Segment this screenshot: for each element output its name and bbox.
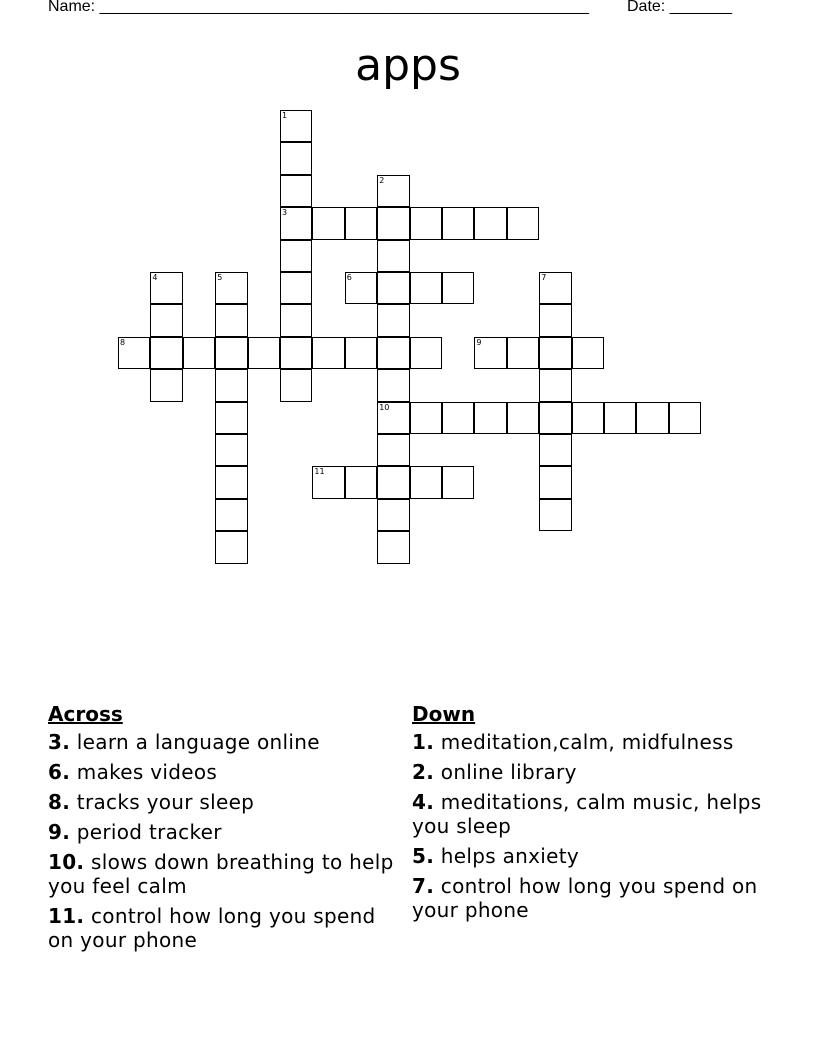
crossword-cell[interactable]	[280, 175, 312, 207]
crossword-cell[interactable]	[150, 304, 182, 336]
crossword-cell[interactable]	[345, 272, 377, 304]
across-clue	[48, 820, 398, 844]
across-clue	[48, 760, 398, 784]
crossword-cell[interactable]	[312, 337, 344, 369]
crossword-cell[interactable]	[507, 402, 539, 434]
clue-text: slows down breathing to help you feel calm	[48, 850, 394, 898]
across-clue	[48, 790, 398, 814]
across-clue	[48, 850, 398, 898]
clue-number: 8.	[48, 790, 71, 814]
clue-number: 2.	[412, 760, 435, 784]
clue-text: control how long you spend on your phone	[412, 874, 758, 922]
crossword-cell[interactable]	[377, 402, 409, 434]
crossword-cell[interactable]	[410, 402, 442, 434]
crossword-cell[interactable]	[539, 434, 571, 466]
crossword-cell[interactable]	[539, 499, 571, 531]
page-title: apps	[355, 40, 461, 91]
cell-number: 10	[379, 402, 390, 412]
crossword-cell[interactable]	[215, 499, 247, 531]
crossword-cell[interactable]	[377, 369, 409, 401]
crossword-cell[interactable]	[377, 499, 409, 531]
clue-text: period tracker	[76, 820, 222, 844]
crossword-cell[interactable]	[280, 240, 312, 272]
crossword-cell[interactable]	[248, 337, 280, 369]
crossword-cell[interactable]	[280, 142, 312, 174]
down-clue	[412, 790, 762, 838]
crossword-cell[interactable]	[215, 466, 247, 498]
crossword-cell[interactable]	[410, 466, 442, 498]
cell-number: 9	[476, 337, 482, 347]
crossword-cell[interactable]	[474, 402, 506, 434]
crossword-cell[interactable]	[507, 337, 539, 369]
crossword-cell[interactable]	[377, 207, 409, 239]
down-clue	[412, 760, 762, 784]
crossword-cell[interactable]	[410, 337, 442, 369]
clue-number: 1.	[412, 730, 435, 754]
crossword-cell[interactable]	[572, 337, 604, 369]
cell-number: 8	[120, 337, 126, 347]
crossword-cell[interactable]	[377, 240, 409, 272]
crossword-cell[interactable]	[280, 272, 312, 304]
crossword-cell[interactable]	[345, 466, 377, 498]
crossword-cell[interactable]	[280, 337, 312, 369]
cell-number: 1	[282, 111, 288, 120]
clue-number: 11.	[48, 904, 85, 928]
down-clue	[412, 844, 762, 868]
crossword-cell[interactable]	[474, 207, 506, 239]
across-heading: Across	[48, 702, 123, 726]
crossword-cell[interactable]	[604, 402, 636, 434]
clue-number: 4.	[412, 790, 435, 814]
crossword-cell[interactable]	[410, 207, 442, 239]
crossword-cell[interactable]	[377, 272, 409, 304]
crossword-cell[interactable]	[410, 272, 442, 304]
crossword-cell[interactable]	[280, 110, 312, 142]
clue-text: meditation,calm, midfulness	[440, 730, 734, 754]
date-field-label: Date: _______	[627, 0, 732, 15]
cell-number: 5	[217, 273, 223, 282]
crossword-cell[interactable]	[636, 402, 668, 434]
crossword-cell[interactable]	[377, 466, 409, 498]
cell-number: 2	[379, 175, 385, 185]
crossword-cell[interactable]	[539, 466, 571, 498]
crossword-cell[interactable]	[280, 207, 312, 239]
crossword-cell[interactable]	[539, 402, 571, 434]
crossword-cell[interactable]	[442, 402, 474, 434]
crossword-cell[interactable]	[377, 304, 409, 336]
down-heading: Down	[412, 702, 476, 726]
crossword-cell[interactable]	[345, 207, 377, 239]
across-clues	[48, 700, 398, 958]
down-clues	[412, 700, 762, 928]
crossword-cell[interactable]	[669, 402, 701, 434]
crossword-cell[interactable]	[312, 207, 344, 239]
crossword-cell[interactable]	[280, 304, 312, 336]
clue-number: 9.	[48, 820, 71, 844]
across-clue	[48, 904, 398, 952]
crossword-cell[interactable]	[215, 304, 247, 336]
down-clue	[412, 874, 762, 922]
crossword-cell[interactable]	[150, 272, 182, 304]
cell-number: 7	[541, 273, 547, 282]
clue-text: tracks your sleep	[76, 790, 255, 814]
clue-text: helps anxiety	[440, 844, 580, 868]
across-clue	[48, 730, 398, 754]
crossword-cell[interactable]	[539, 304, 571, 336]
crossword-cell[interactable]	[507, 207, 539, 239]
crossword-cell[interactable]	[215, 272, 247, 304]
crossword-cell[interactable]	[377, 175, 409, 207]
crossword-cell[interactable]	[345, 337, 377, 369]
cell-number: 6	[346, 273, 352, 282]
cell-number: 4	[152, 273, 158, 282]
crossword-cell[interactable]	[118, 337, 150, 369]
crossword-cell[interactable]	[442, 207, 474, 239]
crossword-cell[interactable]	[280, 369, 312, 401]
crossword-cell[interactable]	[539, 272, 571, 304]
clue-text: meditations, calm music, helps you sleep	[412, 790, 762, 838]
crossword-cell[interactable]	[377, 531, 409, 563]
crossword-cell[interactable]	[442, 466, 474, 498]
clue-number: 7.	[412, 874, 435, 898]
clue-text: control how long you spend on your phone	[48, 904, 376, 952]
crossword-cell[interactable]	[442, 272, 474, 304]
crossword-cell[interactable]	[215, 531, 247, 563]
clue-text: online library	[440, 760, 577, 784]
cell-number: 3	[282, 208, 288, 218]
clue-text: learn a language online	[76, 730, 320, 754]
crossword-cell[interactable]	[539, 337, 571, 369]
crossword-cell[interactable]	[312, 466, 344, 498]
crossword-cell[interactable]	[377, 434, 409, 466]
crossword-cell[interactable]	[215, 402, 247, 434]
clue-number: 6.	[48, 760, 71, 784]
crossword-cell[interactable]	[150, 337, 182, 369]
clue-text: makes videos	[76, 760, 218, 784]
down-clue	[412, 730, 762, 754]
crossword-cell[interactable]	[215, 434, 247, 466]
crossword-cell[interactable]	[377, 337, 409, 369]
crossword-cell[interactable]	[215, 369, 247, 401]
cell-number: 11	[314, 467, 325, 477]
crossword-cell[interactable]	[150, 369, 182, 401]
crossword-cell[interactable]	[539, 369, 571, 401]
crossword-cell[interactable]	[215, 337, 247, 369]
crossword-cell[interactable]	[183, 337, 215, 369]
clue-number: 10.	[48, 850, 85, 874]
name-field-label: Name: _______________________________________________________	[48, 0, 589, 15]
crossword-cell[interactable]	[474, 337, 506, 369]
clue-number: 3.	[48, 730, 71, 754]
clue-number: 5.	[412, 844, 435, 868]
crossword-cell[interactable]	[572, 402, 604, 434]
